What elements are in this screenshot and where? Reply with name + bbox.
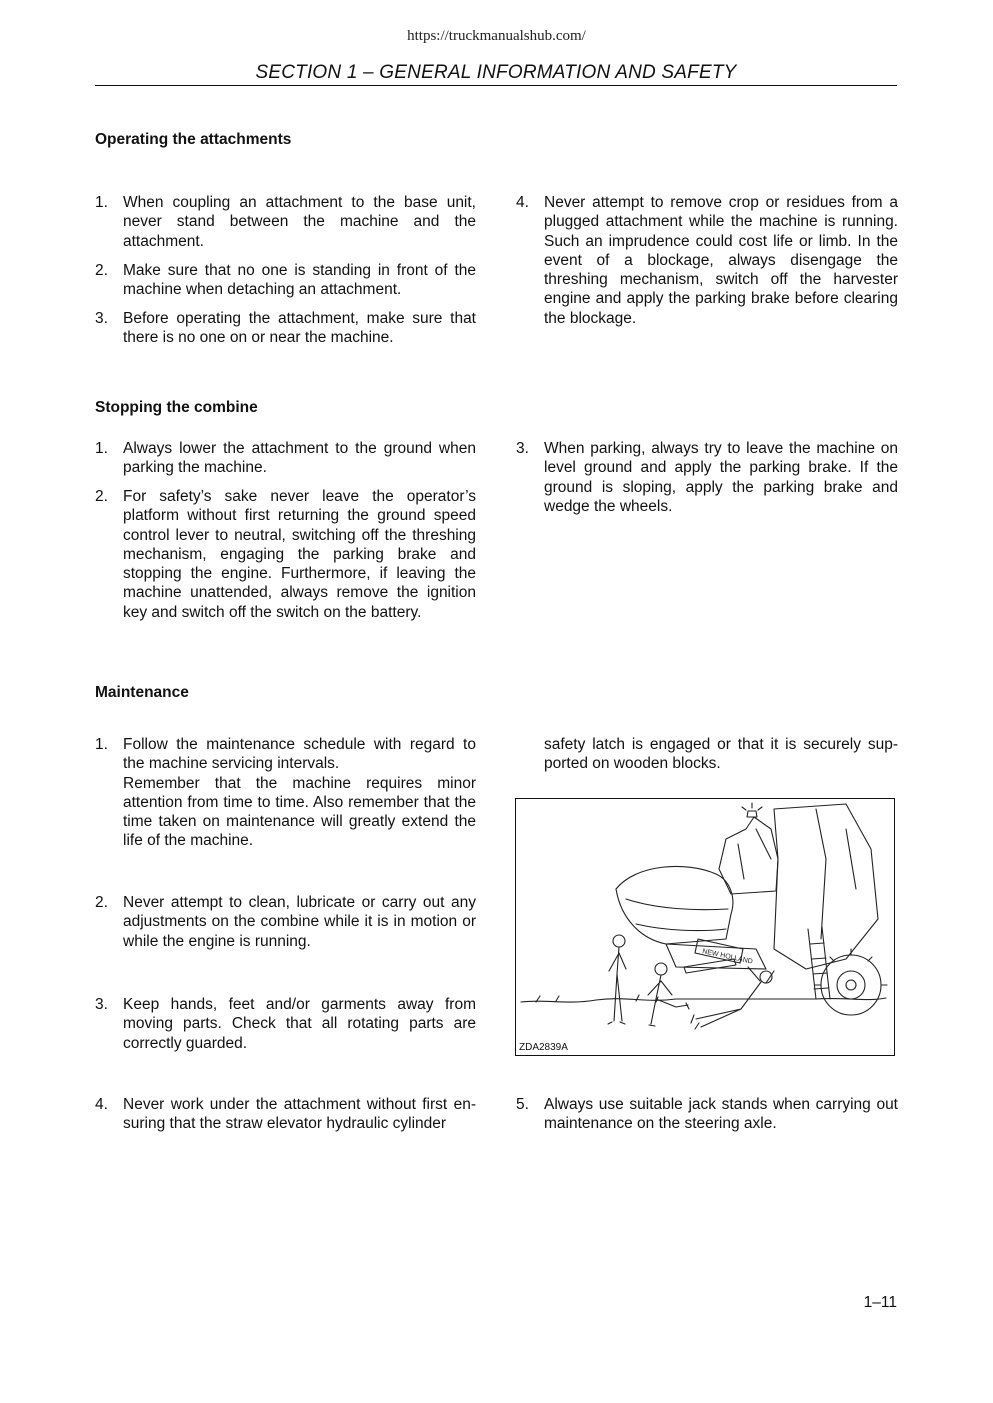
list-item: 3. Keep hands, feet and/or garments away from moving parts. Check that all rotating parts are correctly guarded.: [95, 996, 476, 1052]
list-item: 1. Follow the maintenance schedule with regard to the machine servicing intervals. Remember that the machine requires minor attention from time to time. Also remember that the time taken on maintenance will greatly extend the life of the machine.: [95, 736, 476, 850]
list-item: 4. Never attempt to remove crop or residues from a plugged attachment while the machine is running. Such an imprudence could cost life or limb. In the event of a blockage, always disengage the threshing mechanism, switch off the harvester engine and apply the parking brake before clearing the blockage.: [516, 194, 898, 327]
list-item: 3. Before operating the attachment, make sure that there is no one on or near the machine.: [95, 310, 476, 347]
svg-text:NEW HOLLAND: NEW HOLLAND: [701, 948, 754, 966]
list-item: 3. When parking, always try to leave the machine on level ground and apply the parking brake. If the ground is sloping, apply the parking brake and wedge the wheels.: [516, 440, 898, 515]
combine-maintenance-drawing: [516, 799, 893, 1054]
page-number: 1–11: [863, 1294, 897, 1311]
list-item: 5. Always use suitable jack stands when carrying out maintenance on the steering axle.: [516, 1096, 898, 1133]
section-header: SECTION 1 – GENERAL INFORMATION AND SAFETY: [255, 62, 737, 83]
list-item: 1. When coupling an attachment to the base unit, never stand between the machine and the attachment.: [95, 194, 476, 250]
list-item: 2. Make sure that no one is standing in front of the machine when detaching an attachment.: [95, 262, 476, 299]
list-item: 2. Never attempt to clean, lubricate or carry out any adjustments on the combine while it is in motion or while the engine is running.: [95, 894, 476, 950]
list-item: 4. Never work under the attachment without first en-suring that the straw elevator hydraulic cylinder: [95, 1096, 476, 1133]
figure-label: ZDA2839A: [519, 1042, 568, 1053]
list-item: 1. Always lower the attachment to the ground when parking the machine.: [95, 440, 476, 477]
list-item: 2. For safety’s sake never leave the operator’s platform without first returning the ground speed control lever to neutral, switching off the threshing mechanism, engaging the parking brake and stopping the engine. Furthermore, if leaving the machine unattended, always remove the ignition key and switch off the switch on the battery.: [95, 488, 476, 621]
maintenance-illustration: [515, 798, 895, 1056]
heading-stopping-combine: Stopping the combine: [95, 399, 258, 416]
continuation-text: safety latch is engaged or that it is securely sup-ported on wooden blocks.: [544, 736, 898, 773]
source-url: https://truckmanualshub.com/: [407, 28, 586, 44]
heading-operating-attachments: Operating the attachments: [95, 131, 292, 148]
header-rule: [95, 85, 897, 86]
heading-maintenance: Maintenance: [95, 684, 189, 701]
